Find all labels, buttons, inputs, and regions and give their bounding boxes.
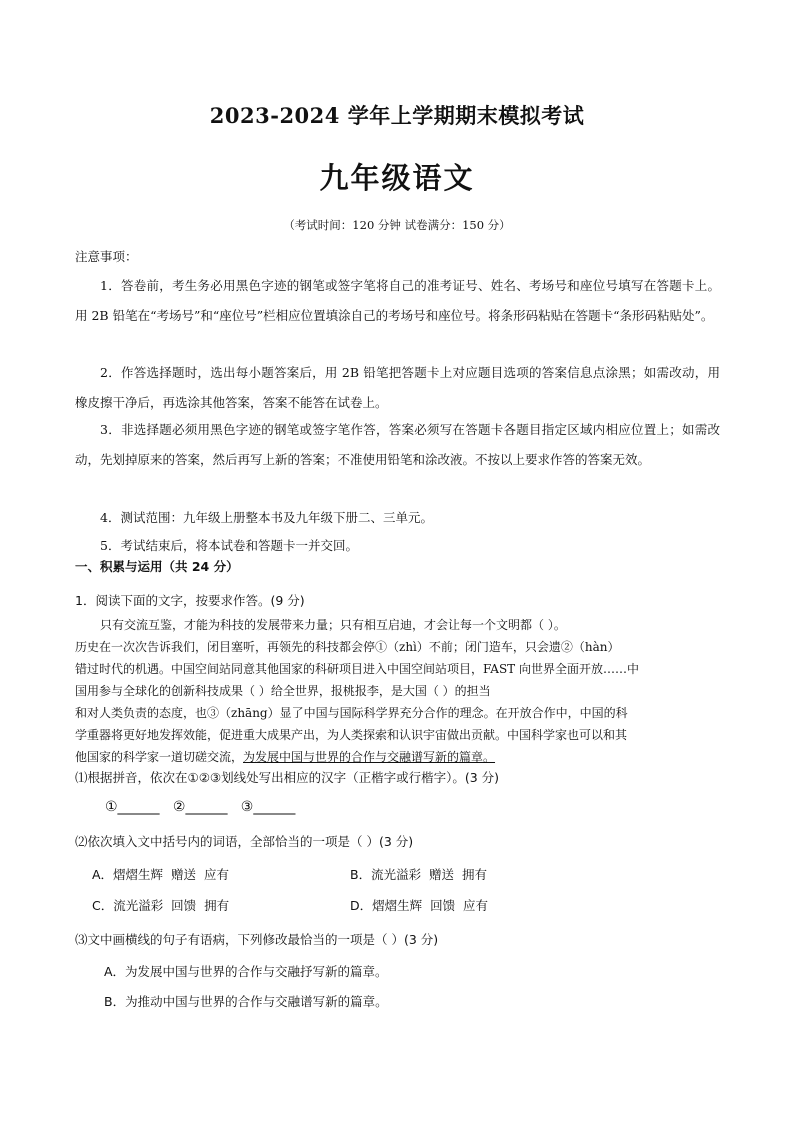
notice-item-5: 5．考试结束后，将本试卷和答题卡一并交回。 [100, 538, 358, 553]
answer-blanks: ①______ ②______ ③______ [105, 799, 296, 815]
option-b: B．为推动中国与世界的合作与交融谱写新的篇章。 [104, 994, 388, 1009]
notice-heading: 注意事项： [75, 249, 138, 264]
passage-line-last [75, 746, 720, 768]
passage-text: 他国家的科学家一道切磋交流， [75, 750, 244, 764]
exam-meta: （考试时间：120 分钟 试卷满分：150 分） [283, 218, 511, 232]
section-heading: 一、积累与运用（共 24 分） [75, 559, 239, 574]
sub-question-2: ⑵依次填入文中括号内的词语，全部恰当的一项是（ ）(3 分) [75, 834, 414, 849]
passage-line: 和对人类负责的态度，也③（zhāng）显了中国与国际科学界充分合作的理念。在开放合作中，中国的科 [75, 706, 628, 720]
passage-line: 国用参与全球化的创新科技成果（ ）给全世界，报桃报李，是大国（ ）的担当 [75, 684, 491, 698]
option-c: C．流光溢彩 回馈 拥有 [92, 898, 230, 913]
sub-question-3: ⑶文中画横线的句子有语病，下列修改最恰当的一项是（ ）(3 分) [75, 932, 439, 947]
reading-passage [75, 614, 720, 768]
sub-question-1: ⑴根据拼音，依次在①②③划线处写出相应的汉字（正楷字或行楷字）。(3 分) [75, 770, 500, 785]
option-a: A．为发展中国与世界的合作与交融抒写新的篇章。 [104, 964, 388, 979]
option-a: A．熠熠生辉 赠送 应有 [92, 867, 229, 882]
notice-item-4: 4．测试范围：九年级上册整本书及九年级下册二、三单元。 [100, 510, 433, 525]
passage-line: 错过时代的机遇。中国空间站同意其他国家的科研项目进入中国空间站项目，FAST 向世界全面开放……中 [75, 662, 639, 676]
notice-item-2: 2．作答选择题时，选出每小题答案后，用 2B 铅笔把答题卡上对应题目选项的答案信息点涂黑；如需改动，用橡皮擦干净后，再选涂其他答案，答案不能答在试卷上。 [75, 365, 720, 410]
passage-line: 学重器将更好地发挥效能，促进重大成果产出，为人类探索和认识宇宙做出贡献。中国科学家也可以和其 [75, 728, 628, 742]
option-d: D．熠熠生辉 回馈 应有 [350, 898, 489, 913]
exam-title: 2023-2024 学年上学期期末模拟考试 [209, 103, 585, 128]
notice-item-3: 3．非选择题必须用黑色字迹的钢笔或签字笔作答，答案必须写在答题卡各题目指定区域内相应位置上；如需改动，先划掉原来的答案，然后再写上新的答案；不准使用铅笔和涂改液。不按以上要求作答的答案无效。 [75, 422, 720, 467]
notice-item-1: 1．答卷前，考生务必用黑色字迹的钢笔或签字笔将自己的准考证号、姓名、考场号和座位号填写在答题卡上。用 2B 铅笔在“考场号”和“座位号”栏相应位置填涂自己的考场号和座位号。将条形码粘贴在答题卡“条形码粘贴处”。 [75, 278, 720, 323]
question-1-prompt: 1．阅读下面的文字，按要求作答。(9 分) [75, 593, 305, 608]
subject-title: 九年级语文 [319, 161, 475, 195]
option-b: B．流光溢彩 赠送 拥有 [350, 867, 487, 882]
passage-line: 历史在一次次告诉我们，闭目塞听，再领先的科技都会停①（zhì）不前；闭门造车，只会遗②（hàn） [75, 640, 620, 654]
passage-line: 只有交流互鉴，才能为科技的发展带来力量；只有相互启迪，才会让每一个文明都（ ）。 [100, 618, 566, 632]
underlined-sentence: 为发展中国与世界的合作与交融谱写新的篇章。 [243, 750, 496, 764]
